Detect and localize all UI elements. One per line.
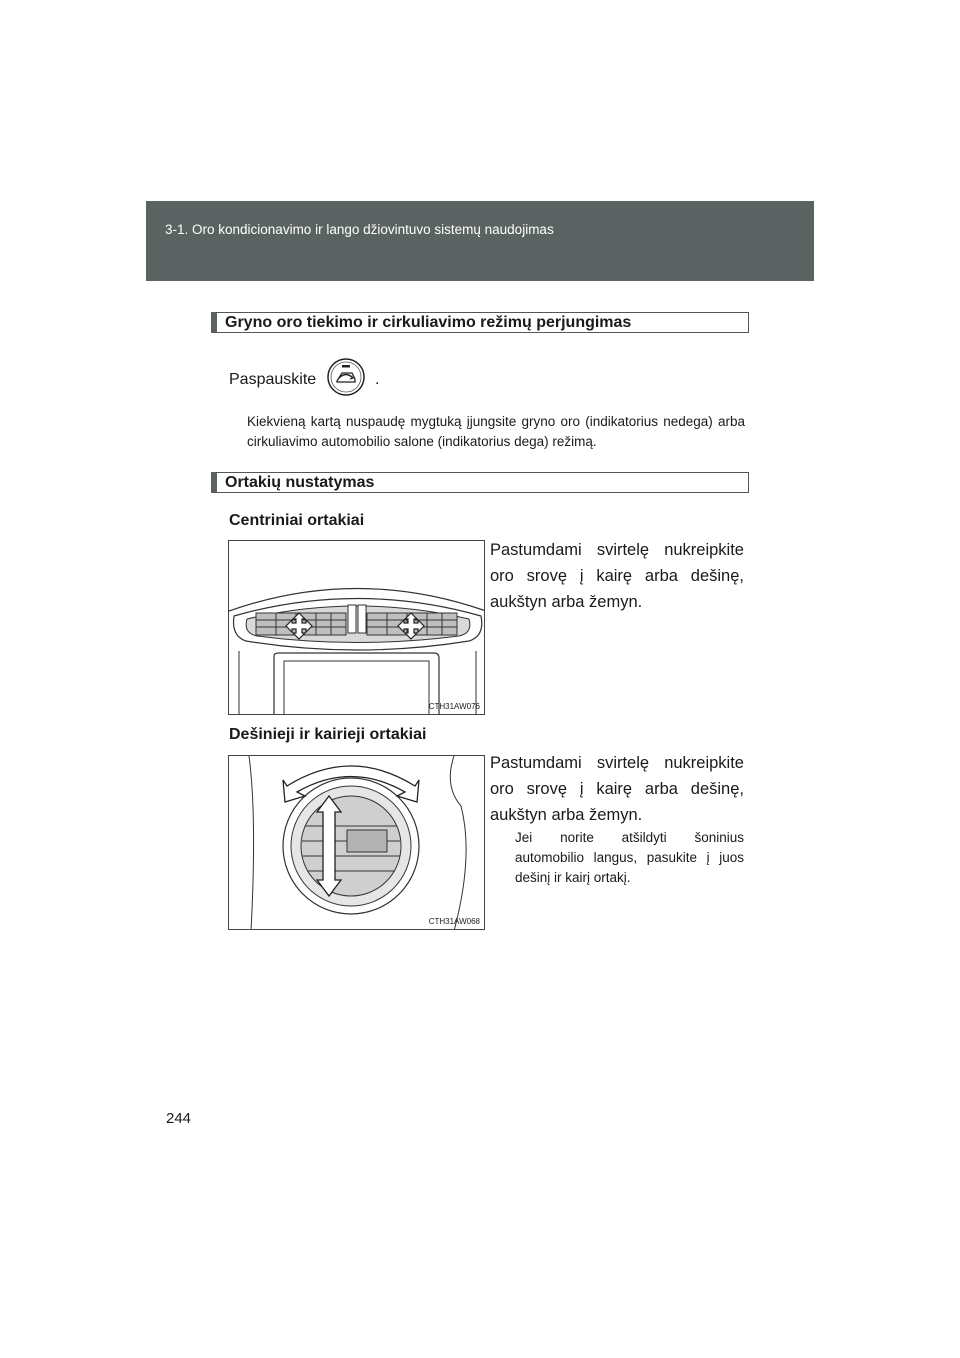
press-instruction: Paspauskite [229, 371, 317, 388]
side-vents-note: Jei norite atšildyti šoninius automobilio langus, pasukite į juos dešinį ir kairį ortakį. [515, 830, 744, 885]
chapter-header [146, 201, 814, 281]
center-vents-description: Pastumdami svirtelę nukreipkite oro srovę į kairę arba dešinę, aukštyn arba žemyn. [490, 541, 744, 611]
chapter-title: 3-1. Oro kondicionavimo ir lango džiovintuvo sistemų naudojimas [165, 222, 554, 237]
page-number: 244 [166, 1110, 192, 1127]
figure-code: CTH31AW076 [428, 702, 480, 711]
press-period: . [375, 371, 380, 388]
center-vent-illustration [228, 540, 485, 715]
side-vents-heading: Dešinieji ir kairieji ortakiai [229, 726, 427, 743]
side-vent-illustration [228, 755, 485, 930]
section-title-air-mode: Gryno oro tiekimo ir cirkuliavimo režimų perjungimas [211, 312, 749, 333]
figure-code: CTH31AW068 [428, 917, 480, 926]
section-title-vents: Ortakių nustatymas [211, 472, 749, 493]
side-vents-description: Pastumdami svirtelę nukreipkite oro srovę į kairę arba dešinę, aukštyn arba žemyn. [490, 754, 744, 824]
air-recirculation-icon [326, 357, 366, 397]
air-mode-note: Kiekvieną kartą nuspaudę mygtuką įjungsite gryno oro (indikatorius nedega) arba cirkuliavimo automobilio salone (indikatorius dega) režimą. [247, 414, 745, 449]
center-vents-heading: Centriniai ortakiai [229, 512, 365, 529]
